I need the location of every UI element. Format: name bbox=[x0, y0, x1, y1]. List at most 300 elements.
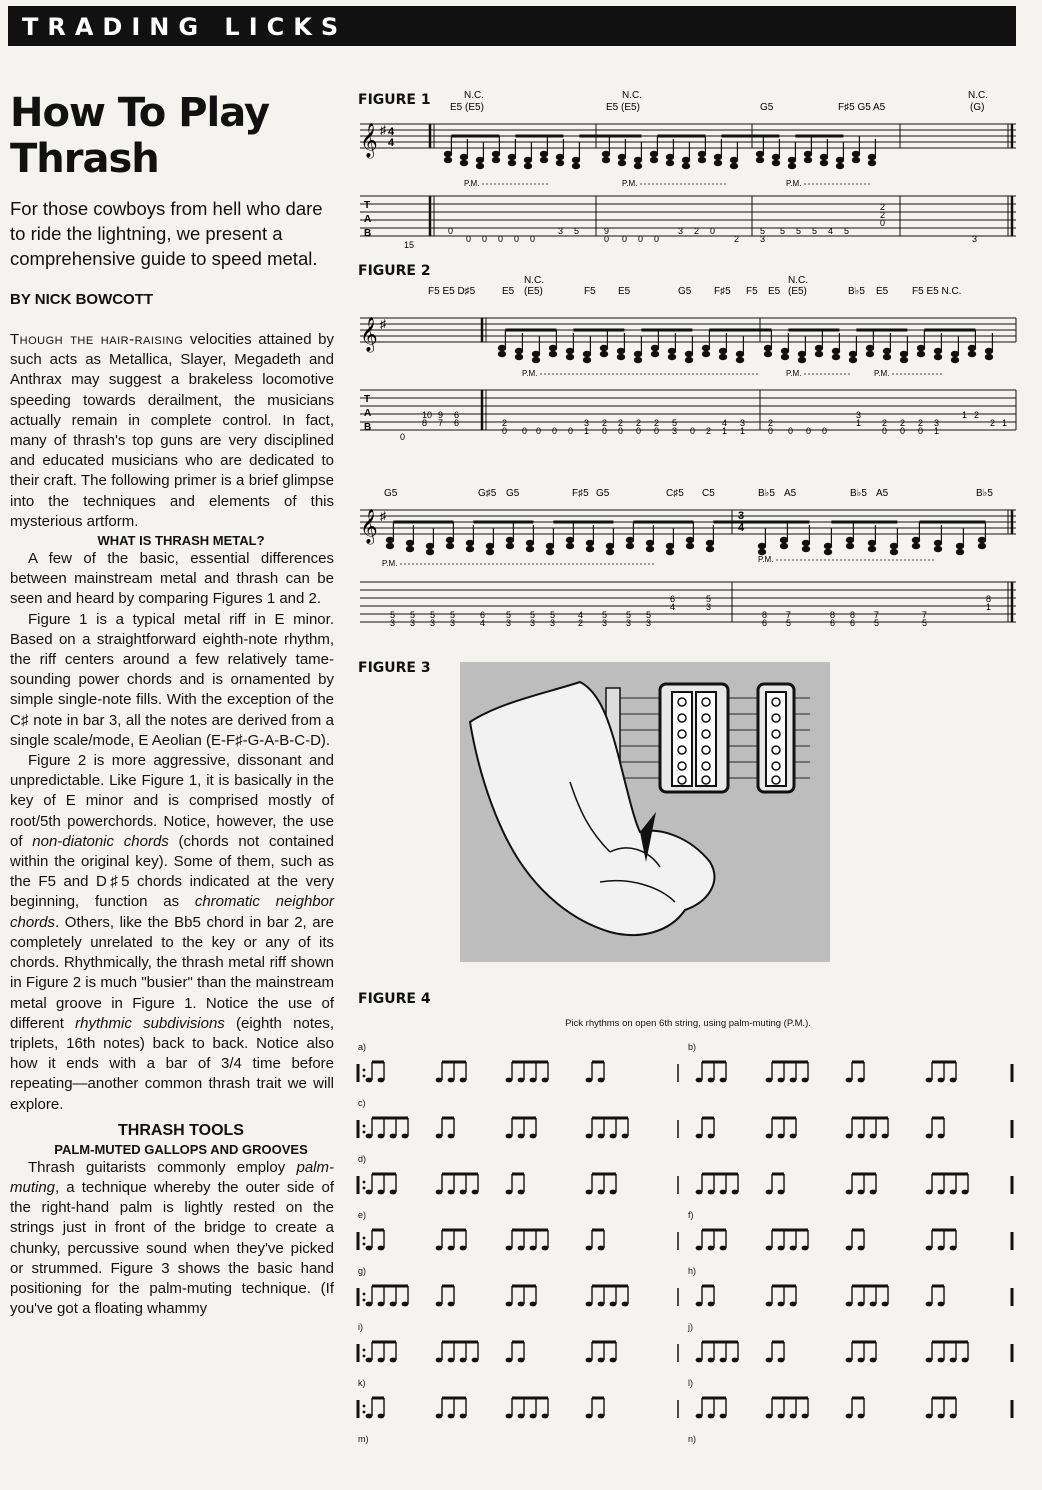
note-head bbox=[926, 1134, 933, 1139]
note-head bbox=[926, 1302, 933, 1307]
svg-text:1: 1 bbox=[722, 426, 728, 436]
note-head bbox=[802, 1078, 809, 1083]
note-head bbox=[962, 1358, 969, 1363]
svg-text:0: 0 bbox=[788, 426, 794, 436]
lead-in: Though the hair-raising bbox=[10, 331, 184, 348]
note-head bbox=[540, 151, 547, 156]
note-head bbox=[444, 151, 451, 156]
note-head bbox=[515, 348, 522, 353]
note-head bbox=[610, 1134, 617, 1139]
note-head bbox=[820, 160, 827, 165]
note-head bbox=[900, 351, 907, 356]
chord-label: F5 bbox=[584, 286, 596, 297]
note-head bbox=[460, 154, 467, 159]
note-head bbox=[846, 537, 853, 542]
svg-text:0: 0 bbox=[482, 234, 488, 244]
note-head bbox=[506, 1134, 513, 1139]
note-head bbox=[366, 1302, 373, 1307]
note-head bbox=[706, 540, 713, 545]
svg-text:0: 0 bbox=[654, 234, 660, 244]
note-head bbox=[868, 546, 875, 551]
note-head bbox=[934, 348, 941, 353]
note-head bbox=[526, 540, 533, 545]
note-head bbox=[736, 351, 743, 356]
note-head bbox=[378, 1190, 385, 1195]
note-head bbox=[366, 1134, 373, 1139]
svg-text:2: 2 bbox=[578, 618, 584, 628]
note-head bbox=[934, 540, 941, 545]
note-head bbox=[938, 1414, 945, 1419]
note-head bbox=[836, 157, 843, 162]
svg-text:0: 0 bbox=[638, 234, 644, 244]
svg-text:6: 6 bbox=[454, 418, 460, 428]
note-head bbox=[542, 1246, 549, 1251]
note-head bbox=[926, 1190, 933, 1195]
note-head bbox=[926, 1358, 933, 1363]
note-head bbox=[530, 1302, 537, 1307]
article-column bbox=[10, 90, 334, 1319]
chord-label: F5 E5 D♯5 bbox=[428, 286, 476, 297]
svg-text:3: 3 bbox=[530, 618, 536, 628]
svg-text:0: 0 bbox=[466, 234, 472, 244]
note-head bbox=[546, 549, 553, 554]
note-head bbox=[766, 1246, 773, 1251]
note-head bbox=[804, 151, 811, 156]
note-head bbox=[390, 1302, 397, 1307]
svg-text:5: 5 bbox=[390, 610, 396, 620]
chord-label: E5 bbox=[768, 286, 781, 297]
svg-text:8: 8 bbox=[986, 594, 992, 604]
note-head bbox=[978, 543, 985, 548]
svg-text:0: 0 bbox=[636, 426, 642, 436]
svg-text:0: 0 bbox=[622, 234, 628, 244]
svg-text:P.M.: P.M. bbox=[522, 369, 538, 378]
note-head bbox=[506, 1246, 513, 1251]
note-head bbox=[858, 1246, 865, 1251]
note-head bbox=[508, 154, 515, 159]
note-head bbox=[866, 345, 873, 350]
note-head bbox=[719, 354, 726, 359]
note-head bbox=[460, 1246, 467, 1251]
note-head bbox=[646, 546, 653, 551]
note-head bbox=[758, 549, 765, 554]
chord-label: N.C. bbox=[968, 90, 988, 101]
svg-text:2: 2 bbox=[734, 234, 740, 244]
note-head bbox=[532, 357, 539, 362]
svg-text:3: 3 bbox=[550, 618, 556, 628]
note-head bbox=[730, 157, 737, 162]
svg-text:2: 2 bbox=[502, 418, 508, 428]
svg-text:0: 0 bbox=[602, 426, 608, 436]
svg-text:3: 3 bbox=[506, 618, 512, 628]
note-head bbox=[650, 151, 657, 156]
note-head bbox=[602, 157, 609, 162]
note-head bbox=[968, 345, 975, 350]
note-head bbox=[882, 1134, 889, 1139]
note-head bbox=[732, 1190, 739, 1195]
note-head bbox=[802, 546, 809, 551]
svg-text:P.M.: P.M. bbox=[382, 559, 398, 568]
note-head bbox=[498, 351, 505, 356]
svg-text:5: 5 bbox=[706, 594, 712, 604]
note-head bbox=[436, 1358, 443, 1363]
note-head bbox=[858, 1302, 865, 1307]
note-head bbox=[686, 543, 693, 548]
svg-text:3: 3 bbox=[584, 418, 590, 428]
chord-label: F♯5 G5 A5 bbox=[838, 102, 886, 113]
note-head bbox=[406, 546, 413, 551]
svg-text:3: 3 bbox=[856, 410, 862, 420]
note-head bbox=[617, 348, 624, 353]
note-head bbox=[852, 151, 859, 156]
svg-text:5: 5 bbox=[780, 226, 786, 236]
svg-text:6: 6 bbox=[762, 618, 768, 628]
note-head bbox=[714, 160, 721, 165]
svg-text:4: 4 bbox=[388, 137, 395, 149]
note-head bbox=[708, 1134, 715, 1139]
note-head bbox=[870, 1358, 877, 1363]
note-head bbox=[583, 351, 590, 356]
note-head bbox=[950, 1190, 957, 1195]
svg-text:0: 0 bbox=[880, 218, 886, 228]
note-head bbox=[730, 163, 737, 168]
svg-text:5: 5 bbox=[530, 610, 536, 620]
svg-text:P.M.: P.M. bbox=[786, 179, 802, 188]
note-head bbox=[685, 357, 692, 362]
note-head bbox=[934, 546, 941, 551]
note-head bbox=[732, 1358, 739, 1363]
note-head bbox=[426, 543, 433, 548]
svg-text:2: 2 bbox=[974, 410, 980, 420]
svg-text:𝄞: 𝄞 bbox=[360, 510, 378, 543]
note-head bbox=[926, 1078, 933, 1083]
note-head bbox=[778, 1134, 785, 1139]
note-head bbox=[486, 549, 493, 554]
note-head bbox=[460, 160, 467, 165]
note-head bbox=[696, 1302, 703, 1307]
svg-text:0: 0 bbox=[604, 234, 610, 244]
note-head bbox=[798, 351, 805, 356]
paragraph-5: Thrash guitarists commonly employ palm-muting, a technique whereby the outer side of the right-hand palm is lightly rested on the strings just in front of the bridge to create a chunky, percussive sound when they've picked or strummed. Figure 3 shows the basic hand positioning for the palm-muting technique. (If you've got a floating whammy bbox=[10, 1158, 334, 1318]
note-head bbox=[366, 1190, 373, 1195]
note-head bbox=[460, 1190, 467, 1195]
note-head bbox=[586, 1414, 593, 1419]
title-line-2: Thrash bbox=[10, 136, 159, 182]
note-head bbox=[846, 1414, 853, 1419]
chord-label: B♭5 bbox=[850, 488, 867, 499]
subhead-palm-muted: PALM-MUTED GALLOPS AND GROOVES bbox=[54, 1141, 308, 1157]
note-head bbox=[912, 543, 919, 548]
chord-label: F♯5 bbox=[572, 488, 589, 499]
note-head bbox=[598, 1190, 605, 1195]
note-head bbox=[708, 1358, 715, 1363]
note-head bbox=[778, 1414, 785, 1419]
chord-label: B♭5 bbox=[976, 488, 993, 499]
svg-text:6: 6 bbox=[670, 594, 676, 604]
note-head bbox=[719, 348, 726, 353]
svg-text:P.M.: P.M. bbox=[464, 179, 480, 188]
note-head bbox=[815, 345, 822, 350]
note-head bbox=[985, 354, 992, 359]
note-head bbox=[950, 1414, 957, 1419]
note-head bbox=[682, 157, 689, 162]
note-head bbox=[448, 1246, 455, 1251]
note-head bbox=[883, 354, 890, 359]
svg-text:7: 7 bbox=[786, 610, 792, 620]
note-head bbox=[951, 357, 958, 362]
note-head bbox=[668, 354, 675, 359]
note-head bbox=[720, 1358, 727, 1363]
note-head bbox=[766, 1414, 773, 1419]
chord-label: A5 bbox=[784, 488, 797, 499]
note-head bbox=[602, 151, 609, 156]
note-head bbox=[956, 543, 963, 548]
note-head bbox=[448, 1134, 455, 1139]
note-head bbox=[846, 1246, 853, 1251]
note-head bbox=[702, 351, 709, 356]
note-head bbox=[666, 160, 673, 165]
note-head bbox=[586, 1246, 593, 1251]
note-head bbox=[476, 157, 483, 162]
svg-text:3: 3 bbox=[760, 234, 766, 244]
svg-text:9: 9 bbox=[604, 226, 610, 236]
note-head bbox=[890, 549, 897, 554]
note-head bbox=[466, 540, 473, 545]
note-head bbox=[390, 1190, 397, 1195]
svg-text:5: 5 bbox=[506, 610, 512, 620]
note-head bbox=[634, 357, 641, 362]
note-head bbox=[938, 1134, 945, 1139]
note-head bbox=[682, 163, 689, 168]
svg-text:♯: ♯ bbox=[380, 123, 386, 137]
note-head bbox=[696, 1134, 703, 1139]
svg-text:2: 2 bbox=[618, 418, 624, 428]
note-head bbox=[868, 154, 875, 159]
note-head bbox=[524, 157, 531, 162]
note-head bbox=[868, 160, 875, 165]
svg-text:3: 3 bbox=[390, 618, 396, 628]
note-head bbox=[781, 348, 788, 353]
svg-text:3: 3 bbox=[626, 618, 632, 628]
article-title bbox=[10, 90, 334, 182]
note-head bbox=[546, 543, 553, 548]
note-head bbox=[506, 1190, 513, 1195]
svg-text:5: 5 bbox=[786, 618, 792, 628]
note-head bbox=[386, 543, 393, 548]
note-head bbox=[598, 1078, 605, 1083]
svg-text:0: 0 bbox=[882, 426, 888, 436]
note-head bbox=[518, 1246, 525, 1251]
note-head bbox=[926, 1246, 933, 1251]
svg-text:P.M.: P.M. bbox=[758, 555, 774, 564]
note-head bbox=[498, 345, 505, 350]
note-head bbox=[926, 1414, 933, 1419]
note-head bbox=[772, 154, 779, 159]
note-head bbox=[476, 163, 483, 168]
svg-text:5: 5 bbox=[550, 610, 556, 620]
chord-label: (G) bbox=[970, 102, 985, 113]
note-head bbox=[668, 348, 675, 353]
svg-text:5: 5 bbox=[922, 618, 928, 628]
chord-label: G5 bbox=[678, 286, 692, 297]
note-head bbox=[448, 1078, 455, 1083]
svg-text:0: 0 bbox=[400, 432, 406, 442]
svg-text:9: 9 bbox=[438, 410, 444, 420]
subhead-what-is-thrash: WHAT IS THRASH METAL? bbox=[97, 533, 265, 549]
note-head bbox=[486, 543, 493, 548]
svg-text:4: 4 bbox=[578, 610, 584, 620]
chord-label: B♭5 bbox=[848, 286, 865, 297]
svg-text:6: 6 bbox=[454, 410, 460, 420]
note-head bbox=[566, 537, 573, 542]
svg-text:5: 5 bbox=[672, 418, 678, 428]
note-head bbox=[448, 1302, 455, 1307]
note-head bbox=[506, 1358, 513, 1363]
svg-text:P.M.: P.M. bbox=[874, 369, 890, 378]
note-head bbox=[832, 348, 839, 353]
note-head bbox=[634, 157, 641, 162]
note-head bbox=[524, 163, 531, 168]
note-head bbox=[466, 546, 473, 551]
note-head bbox=[598, 1358, 605, 1363]
svg-text:3: 3 bbox=[706, 602, 712, 612]
note-head bbox=[780, 537, 787, 542]
svg-text:8: 8 bbox=[830, 610, 836, 620]
note-head bbox=[518, 1302, 525, 1307]
note-head bbox=[766, 1134, 773, 1139]
notation-figures-1-2 bbox=[356, 88, 1020, 648]
chord-label: F5 E5 N.C. bbox=[912, 286, 962, 297]
paragraph-2: A few of the basic, essential differences between mainstream metal and thrash can be seen and heard by comparing Figures 1 and 2. bbox=[10, 550, 334, 608]
note-head bbox=[720, 1190, 727, 1195]
note-head bbox=[764, 351, 771, 356]
note-head bbox=[446, 537, 453, 542]
note-head bbox=[530, 1246, 537, 1251]
chord-label: (E5) bbox=[524, 286, 543, 297]
svg-text:5: 5 bbox=[760, 226, 766, 236]
paragraph-1: Though the hair-raising velocities attained by such acts as Metallica, Slayer, Megadeth and Anthrax may suggest a brakeless locomotive speeding towards derailment, the musicians actually remain in complete control. In fact, many of thrash's top guns are very disciplined and educated musicians who are dedicated to their craft. The following primer is a brief glimpse into the techniques and elements of this mysterious artform. bbox=[10, 331, 335, 530]
note-head bbox=[802, 1414, 809, 1419]
note-head bbox=[386, 537, 393, 542]
note-head bbox=[426, 549, 433, 554]
svg-text:2: 2 bbox=[880, 202, 886, 212]
svg-text:P.M.: P.M. bbox=[786, 369, 802, 378]
svg-text:0: 0 bbox=[568, 426, 574, 436]
note-head bbox=[870, 1302, 877, 1307]
note-head bbox=[586, 1190, 593, 1195]
svg-text:3: 3 bbox=[672, 426, 678, 436]
note-head bbox=[518, 1190, 525, 1195]
note-head bbox=[778, 1302, 785, 1307]
note-head bbox=[448, 1190, 455, 1195]
svg-text:1: 1 bbox=[740, 426, 746, 436]
svg-text:5: 5 bbox=[812, 226, 818, 236]
note-head bbox=[598, 1134, 605, 1139]
note-head bbox=[790, 1134, 797, 1139]
svg-text:3: 3 bbox=[558, 226, 564, 236]
svg-text:0: 0 bbox=[918, 426, 924, 436]
note-head bbox=[849, 357, 856, 362]
note-head bbox=[950, 1358, 957, 1363]
svg-text:1: 1 bbox=[962, 410, 968, 420]
humbucker-pickup-bridge bbox=[660, 684, 728, 792]
note-head bbox=[951, 351, 958, 356]
note-head bbox=[756, 151, 763, 156]
note-head bbox=[444, 157, 451, 162]
note-head bbox=[506, 1414, 513, 1419]
note-head bbox=[766, 1078, 773, 1083]
svg-text:0: 0 bbox=[900, 426, 906, 436]
svg-text:0: 0 bbox=[502, 426, 508, 436]
note-head bbox=[938, 1358, 945, 1363]
note-head bbox=[938, 1078, 945, 1083]
palm-muting-illustration bbox=[460, 662, 830, 962]
note-head bbox=[378, 1246, 385, 1251]
svg-text:2: 2 bbox=[990, 418, 996, 428]
figures-column: FIGURE 1 FIGURE 2 FIGURE 3 FIGURE 4 N.C. E5 (E5) N.C. E5 (E5) G5 F♯5 G5 A5 N.C. (G) 𝄞 ♯ 4 4 T A B P.M. P.M. P.M. 15 0 0 0 0 0 0 3 5 9 0 0 0 0 3 2 0 2 5 3 5 5 5 4 5 2 2 0 3 F5 E5 D♯5 E5 N.C. (E5) F5 E5 G5 F♯5 F5 E5 N.C. (E5) B♭5 E5 F5 E5 N.C. 𝄞 ♯ T A B P.M. P.M. P.M. 0 10 9 6 8 7 6 2 0 0 0 0 0 3 1 2 0 2 0 2 0 2 0 5 3 0 2 4 1 3 1 2 0 0 0 0 3 1 2 0 2 0 2 0 3 1 1 2 2 1 G5 G♯5 G5 F♯5 G5 C♯5 C5 B♭5 A5 B♭5 A5 B♭5 𝄞 ♯ 3 4 P.M. P.M. 5 3 5 3 5 3 5 3 6 4 5 3 5 3 5 3 4 2 5 3 5 3 5 3 6 4 5 3 8 6 7 5 8 6 8 6 7 5 7 5 8 1 Pick rhythms on open 6th string, using palm-muting (P.M.). a) b) c) d) e) f) g) h) i) j) k) l) m) n) bbox=[356, 88, 1020, 1480]
note-head bbox=[542, 1078, 549, 1083]
note-head bbox=[572, 157, 579, 162]
note-head bbox=[556, 154, 563, 159]
note-head bbox=[714, 154, 721, 159]
note-head bbox=[858, 1078, 865, 1083]
svg-text:3: 3 bbox=[450, 618, 456, 628]
svg-text:7: 7 bbox=[438, 418, 444, 428]
svg-text:T: T bbox=[364, 200, 371, 211]
treble-clef-icon: 𝄞 bbox=[360, 124, 378, 157]
note-head bbox=[492, 157, 499, 162]
note-head bbox=[666, 543, 673, 548]
svg-text:♯: ♯ bbox=[380, 317, 386, 331]
note-head bbox=[938, 1302, 945, 1307]
svg-text:1: 1 bbox=[856, 418, 862, 428]
svg-text:A: A bbox=[364, 408, 372, 419]
svg-text:8: 8 bbox=[422, 418, 428, 428]
note-head bbox=[600, 351, 607, 356]
note-head bbox=[598, 1246, 605, 1251]
note-head bbox=[600, 345, 607, 350]
svg-text:1: 1 bbox=[934, 426, 940, 436]
note-head bbox=[820, 154, 827, 159]
svg-text:2: 2 bbox=[654, 418, 660, 428]
note-head bbox=[978, 537, 985, 542]
note-head bbox=[526, 546, 533, 551]
note-head bbox=[586, 540, 593, 545]
note-head bbox=[696, 1078, 703, 1083]
note-head bbox=[506, 1302, 513, 1307]
svg-text:A: A bbox=[364, 214, 372, 225]
title-line-1: How To Play bbox=[10, 90, 270, 136]
subhead-thrash-tools: THRASH TOOLS bbox=[118, 1121, 244, 1139]
svg-text:4: 4 bbox=[722, 418, 728, 428]
paragraph-3: Figure 1 is a typical metal riff in E minor. Based on a straightforward eighth-note rhythm, the riff centers around a few relatively tame-sounding power chords and is ornamented by simple single-note fills. With the exception of the C♯ note in bar 3, all the notes are derived from a single scale/mode, E Aeolian (E-F♯-G-A-B-C-D). bbox=[10, 610, 334, 749]
svg-text:4: 4 bbox=[480, 618, 486, 628]
note-head bbox=[938, 1246, 945, 1251]
section-title: TRADING LICKS bbox=[22, 13, 348, 41]
chord-label: G5 bbox=[596, 488, 610, 499]
note-head bbox=[917, 351, 924, 356]
note-head bbox=[610, 1302, 617, 1307]
figure-2-label: FIGURE 2 bbox=[358, 263, 431, 279]
svg-text:5: 5 bbox=[602, 610, 608, 620]
note-head bbox=[968, 351, 975, 356]
note-head bbox=[540, 157, 547, 162]
note-head bbox=[708, 1246, 715, 1251]
note-head bbox=[890, 543, 897, 548]
note-head bbox=[532, 351, 539, 356]
note-head bbox=[868, 540, 875, 545]
note-head bbox=[436, 1302, 443, 1307]
